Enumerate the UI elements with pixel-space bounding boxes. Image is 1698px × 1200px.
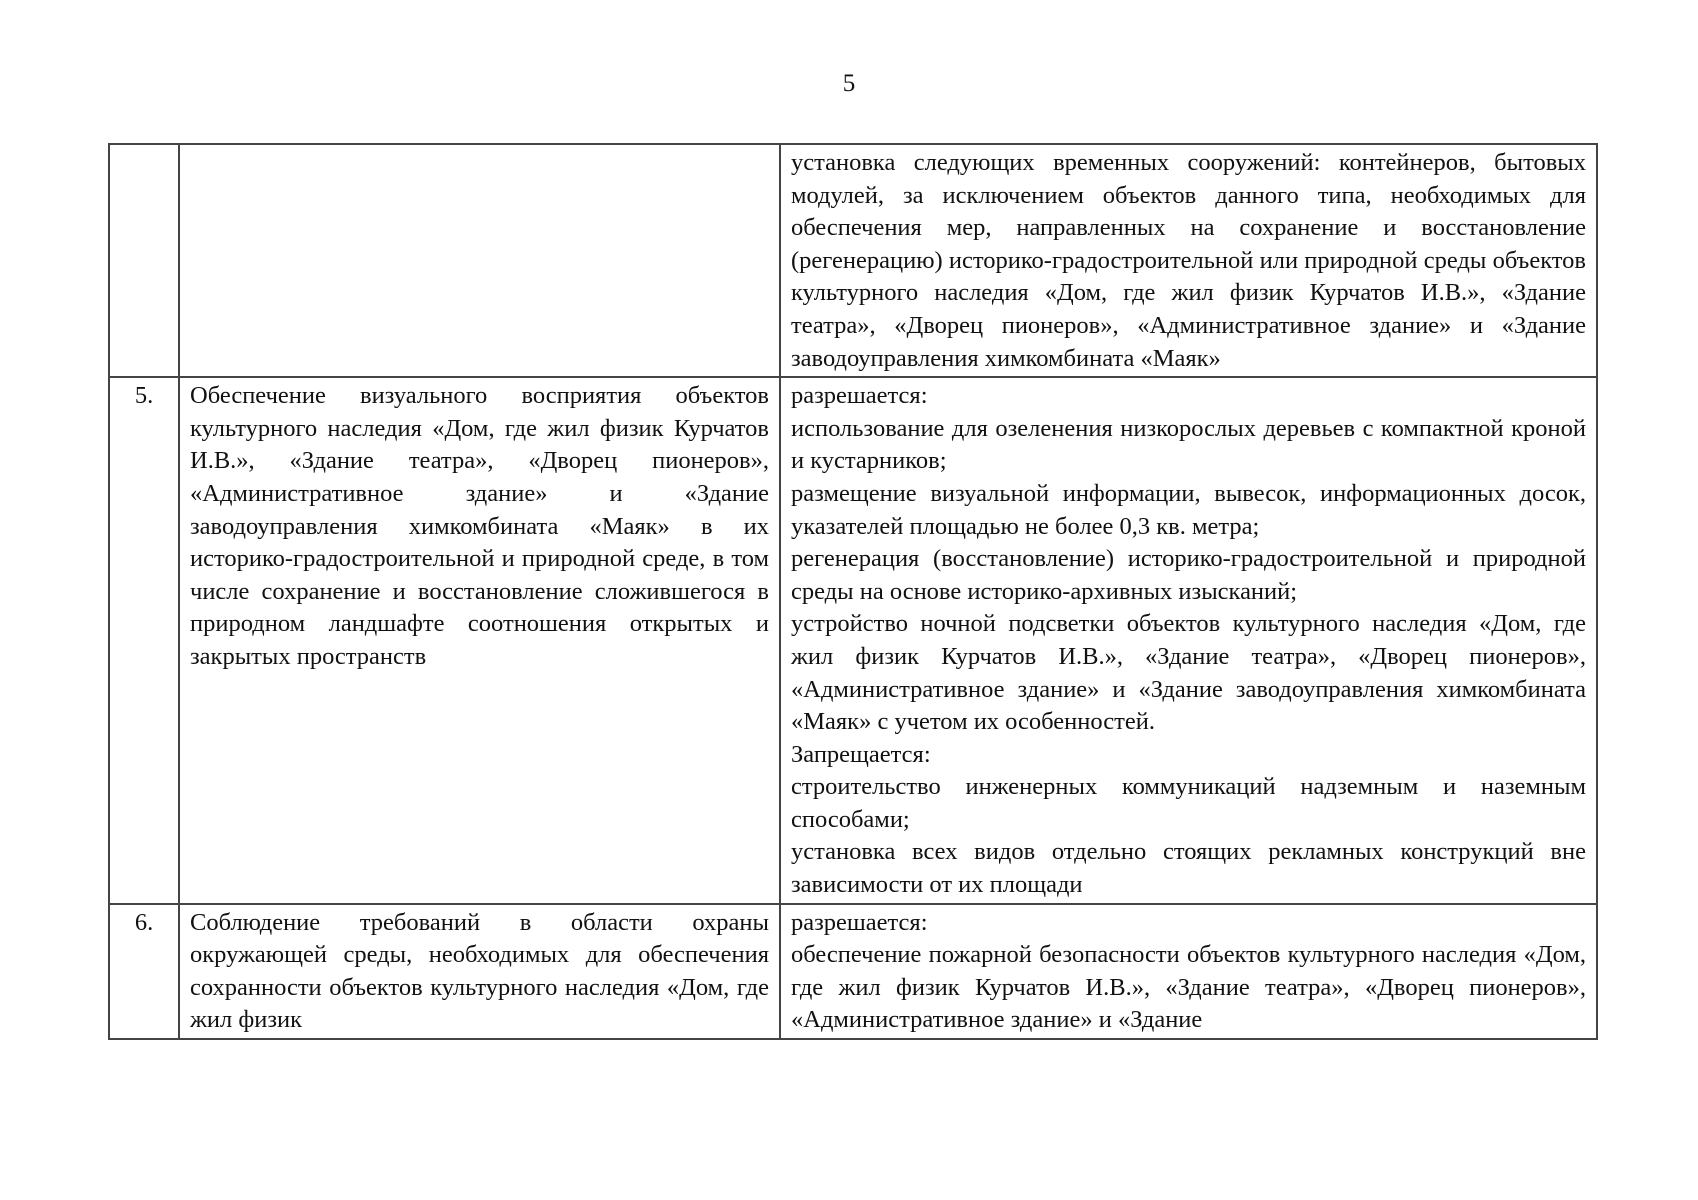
requirement-heading: Запрещается: — [791, 740, 931, 768]
table-row — [109, 377, 1597, 904]
requirement-text: размещение визуальной информации, вывесок, информационных досок, указателей площадью не более 0,3 кв. метра; — [791, 479, 1586, 540]
requirement-heading: разрешается: — [791, 908, 928, 936]
requirement-heading: разрешается: — [791, 382, 928, 410]
requirement-text: устройство ночной подсветки объектов культурного наследия «Дом, где жил физик Курчатов И.В.», «Здание театра», «Дворец пионеров», «Административное здание» и «Здание заводоуправления химкомбината «Маяк» с учетом их особенностей. — [791, 610, 1586, 736]
row-subject: Обеспечение визуального восприятия объектов культурного наследия «Дом, где жил физик Курчатов И.В.», «Здание театра», «Дворец пионеров», «Административное здание» и «Здание заводоуправления химкомбината «Маяк» в их историко-градостроительной и природной среде, в том числе сохранение и восстановление сложившегося в природном ландшафте соотношения открытых и закрытых пространств — [179, 377, 780, 904]
requirement-text: установка следующих временных сооружений: контейнеров, бытовых модулей, за исключением объектов данного типа, необходимых для обеспечения мер, направленных на сохранение и восстановление (регенерацию) историко-градостроительной или природной среды объектов культурного наследия «Дом, где жил физик Курчатов И.В.», «Здание театра», «Дворец пионеров», «Административное здание» и «Здание заводоуправления химкомбината «Маяк» — [791, 149, 1586, 372]
row-requirements — [780, 904, 1597, 1039]
row-subject — [179, 144, 780, 377]
row-subject: Соблюдение требований в области охраны окружающей среды, необходимых для обеспечения сохранности объектов культурного наследия «Дом, где жил физик — [179, 904, 780, 1039]
requirement-text: обеспечение пожарной безопасности объектов культурного наследия «Дом, где жил физик Курчатов И.В.», «Здание театра», «Дворец пионеров», «Административное здание» и «Здание — [791, 941, 1586, 1034]
requirement-text: регенерация (восстановление) историко-градостроительной и природной среды на основе историко-архивных изысканий; — [791, 545, 1586, 605]
row-number — [109, 144, 179, 377]
requirement-text: установка всех видов отдельно стоящих рекламных конструкций вне зависимости от их площади — [791, 838, 1586, 899]
requirement-text: использование для озеленения низкорослых деревьев с компактной кроной и кустарников; — [791, 414, 1586, 475]
row-requirements — [780, 377, 1597, 904]
row-number: 6. — [109, 904, 179, 1039]
page-number: 5 — [842, 70, 856, 97]
row-number: 5. — [109, 377, 179, 904]
table-row — [109, 144, 1597, 377]
requirement-text: строительство инженерных коммуникаций надземным и наземным способами; — [791, 773, 1586, 833]
requirements-table — [108, 143, 1598, 1040]
row-requirements — [780, 144, 1597, 377]
table-row — [109, 904, 1597, 1039]
